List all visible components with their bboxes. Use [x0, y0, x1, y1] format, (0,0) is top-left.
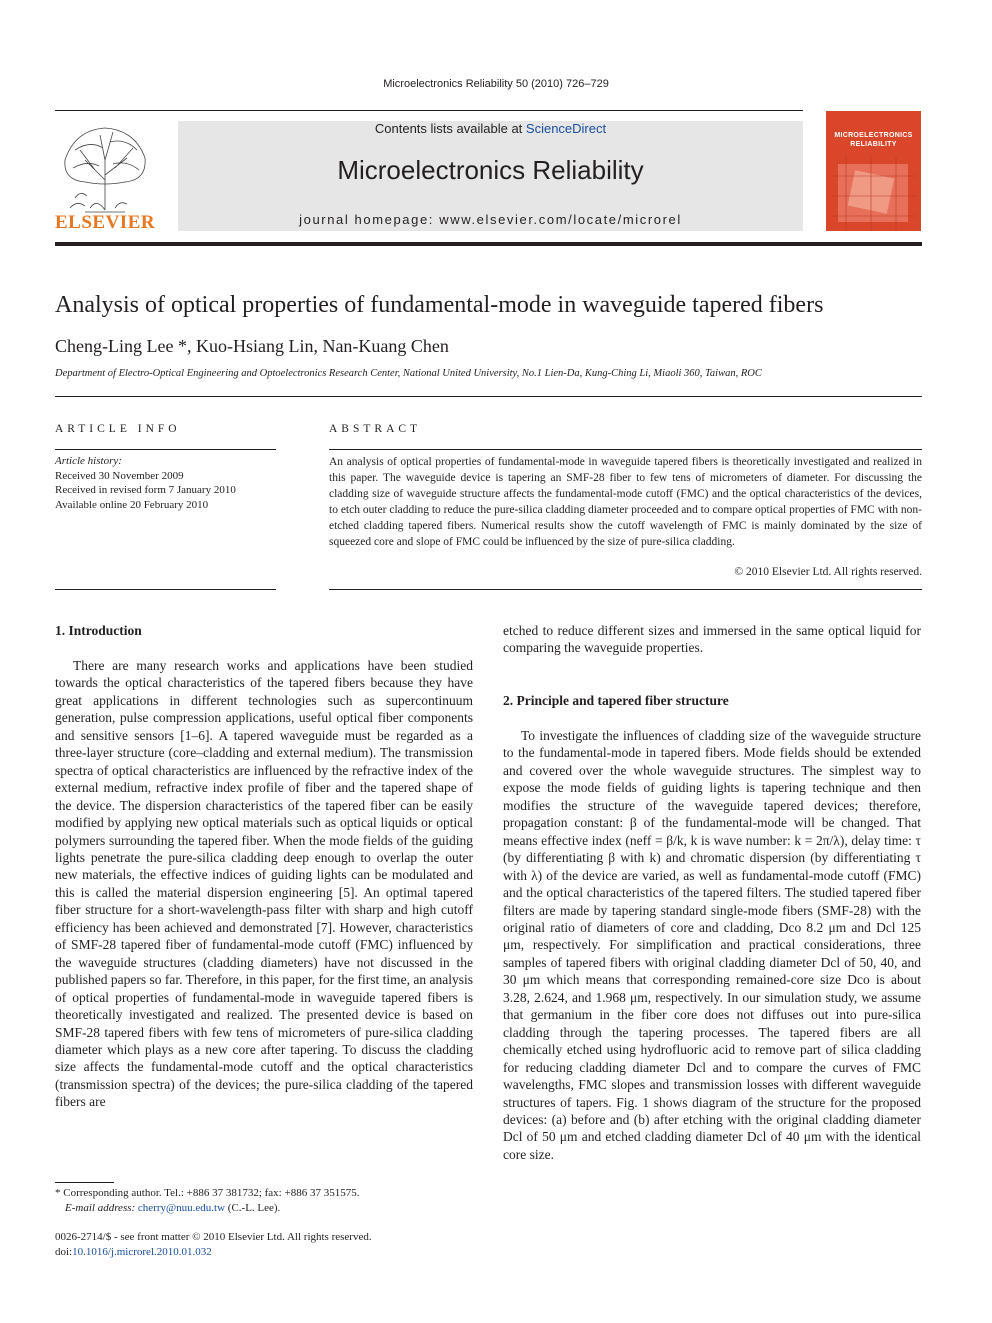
doi-line	[55, 1245, 372, 1260]
intro-heading: 1. Introduction	[55, 623, 142, 638]
section2-heading: 2. Principle and tapered fiber structure	[503, 693, 729, 708]
cover-artwork	[826, 156, 921, 231]
email-label: E-mail address:	[65, 1201, 138, 1214]
article-info-heading: ARTICLE INFO	[55, 423, 181, 435]
intro-paragraph: There are many research works and applications have been studied towards the optical characteristics of the tapered fibers because they have great applications in different technologies such as supercontinuum generation, pulse compression applications, useful optical fiber components and sensitive sensors [1–6]. A tapered waveguide must be regarded as a three-layer structure (core–cladding and external medium). The transmission spectra of optical characteristics are influenced by the refractive index of the external medium, refractive index profile of fiber and the tapered shape of the device. The dispersion characteristics of the tapered fiber can be easily modified by applying new optical materials such as optical liquids or optical polymers surrounding the tapered fiber. When the mode fields of the guiding lights penetrate the pure-silica cladding deep enough to overlap the outer new materials, the effective indices of guiding lights can be modulated and this is called the material dispersion engineering [5]. An optimal tapered fiber structure for a short-wavelength-pass filter with sharp and high cutoff efficiency has been achieved and demonstrated [7]. However, characteristics of SMF-28 tapered fiber of fundamental-mode cutoff (FMC) influenced by the waveguide structures (cladding diameters) have not discussed in the published papers so far. Therefore, in this paper, for the first time, an analysis of optical properties of fundamental-mode in waveguide tapered fibers is theoretically investigated and realized. The presented device is based on SMF-28 tapered fibers with few tens of micrometers of pure-silica cladding diameter which plays as a new core after tapering. To discuss the cladding size affects the fundamental-mode cutoff and the optical characteristics (transmission spectra) of the devices; the pure-silica cladding of the tapered fibers are	[55, 658, 473, 1110]
contents-line	[178, 121, 803, 136]
header-thick-rule	[55, 242, 922, 246]
affiliation-rule	[55, 396, 922, 397]
abstract-bottom-rule	[329, 589, 922, 590]
article-info-rule	[55, 449, 276, 450]
corresponding-author: * Corresponding author. Tel.: +886 37 381732; fax: +886 37 351575.	[55, 1187, 360, 1199]
cover-title-line2: RELIABILITY	[850, 141, 897, 148]
abstract-text: An analysis of optical properties of fundamental-mode in waveguide tapered fibers is theoretically investigated and realized in this paper. The waveguide device is tapering an SMF-28 fiber to few tens of micrometers of diameter. For discussing the cladding size of waveguide structure affects the fundamental-mode cutoff (FMC) and the optical characteristics of the devices, to etch outer cladding to reduce the pure-silica cladding diameter proceeded and to compare optical properties of FMC with non-etched cladding tapered fibers. Numerical results show the cutoff wavelength of FMC is mainly dominated by the size of squeezed core and slope of FMC could be influenced by the size of pure-silica cladding.	[329, 456, 923, 548]
section2-paragraph: To investigate the influences of cladding size of the waveguide structure to the fundamental-mode in tapered fibers. Mode fields should be extended and covered over the whole waveguide structures. The simplest way to expose the mode fields of guiding lights is tapering technique and then modifies the structure of the waveguide tapered devices; therefore, propagation constant: β of the fundamental-mode will be changed. That means effective index (neff = β/k, k is wave number: k = 2π/λ), delay time: τ (by differentiating β with k) and chromatic dispersion (by differentiating τ with λ) of the device are varied, as well as fundamental-mode cutoff (FMC) and the optical characteristics of the tapered filters. The studied tapered fiber filters are made by tapering standard single-mode fibers (SMF-28) with the original ratio of diameters of core and cladding, Dco 8.2 μm and Dcl 125 μm, respectively. For simplification and practical considerations, three samples of tapered fibers with original cladding diameter Dcl of 50, 40, and 30 μm which means that corresponding remained-core size Dco is about 3.28, 2.624, and 1.968 μm, respectively. In our simulation study, we assume that germanium in the fiber core does not diffuses out into pure-silica cladding through the tapering processes. The tapered fibers are all chemically etched using hydrofluoric acid to remove part of silica cladding for reducing cladding diameter Dcl and to compare the curves of FMC wavelengths, FMC slopes and transmission losses with different waveguide structures of tapers. Fig. 1 shows diagram of the structure for the proposed devices: (a) before and (b) after etching with the original cladding diameter Dcl of 50 μm and etched cladding diameter Dcl of 40 μm with the identical core size.	[503, 728, 921, 1162]
doi-label: doi:	[55, 1245, 73, 1258]
article-title: Analysis of optical properties of fundamental-mode in waveguide tapered fibers	[55, 292, 824, 318]
elsevier-wordmark: ELSEVIER	[55, 212, 156, 233]
online-date: Available online 20 February 2010	[55, 498, 209, 511]
email-link[interactable]: cherry@nuu.edu.tw	[137, 1201, 226, 1214]
issn-line: 0026-2714/$ - see front matter © 2010 Elsevier Ltd. All rights reserved.	[55, 1231, 372, 1243]
journal-citation: Microelectronics Reliability 50 (2010) 726–729	[383, 78, 609, 90]
article-history	[55, 454, 236, 512]
footnote-rule	[55, 1182, 114, 1183]
article-info-bottom-rule	[55, 589, 276, 590]
journal-cover-thumbnail	[826, 111, 921, 231]
header-rule	[55, 110, 803, 111]
cover-title	[826, 131, 921, 149]
column2-continuation: etched to reduce different sizes and immersed in the same optical liquid for comparing the waveguide properties.	[503, 623, 921, 656]
abstract-copyright: © 2010 Elsevier Ltd. All rights reserved.	[734, 566, 922, 578]
footnote	[55, 1186, 359, 1215]
front-matter	[55, 1230, 372, 1259]
article-authors: Cheng-Ling Lee *, Kuo-Hsiang Lin, Nan-Kuang Chen	[55, 336, 449, 356]
email-suffix: (C.-L. Lee).	[225, 1201, 281, 1214]
author-affiliation: Department of Electro-Optical Engineering and Optoelectronics Research Center, National United University, No.1 Lien-Da, Kung-Ching Li, Miaoli 360, Taiwan, ROC	[55, 368, 762, 379]
history-label: Article history:	[55, 455, 122, 467]
email-line	[55, 1201, 359, 1216]
journal-name: Microelectronics Reliability	[337, 155, 644, 185]
abstract-rule	[329, 449, 922, 450]
journal-homepage[interactable]: journal homepage: www.elsevier.com/locate/microrel	[299, 212, 682, 227]
sciencedirect-link[interactable]: ScienceDirect	[525, 121, 607, 136]
contents-prefix: Contents lists available at	[374, 121, 526, 136]
revised-date: Received in revised form 7 January 2010	[55, 484, 236, 497]
received-date: Received 30 November 2009	[55, 469, 184, 482]
abstract-heading: ABSTRACT	[329, 423, 422, 435]
doi-link[interactable]: 10.1016/j.microrel.2010.01.032	[72, 1245, 212, 1258]
cover-title-line1: MICROELECTRONICS	[834, 132, 913, 139]
